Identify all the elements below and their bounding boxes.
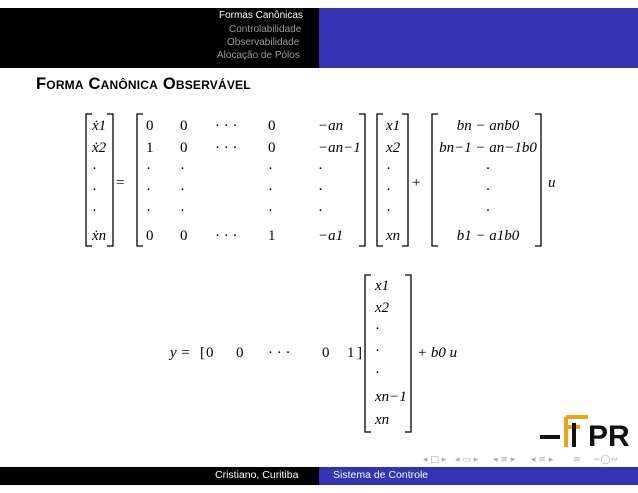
a-matrix-entry: −an: [318, 118, 344, 134]
a-matrix-entry: ·: [146, 161, 151, 177]
b-vector-entry: bn−1 − an−1b0: [439, 140, 537, 156]
a-matrix-entry: 0: [180, 118, 188, 134]
b-vector-entry: ·: [485, 182, 491, 198]
a-matrix-entry: 0: [268, 140, 276, 156]
c-row-entry: 1: [347, 345, 355, 361]
nav-subsection-observabilidade[interactable]: Observabilidade: [227, 37, 300, 48]
a-matrix-entry: ·: [180, 161, 185, 177]
output-x-entry: ·: [375, 343, 380, 359]
a-matrix-entry: ·: [146, 203, 151, 219]
b-vector-entry: b1 − a1b0: [456, 228, 520, 244]
c-row-entry: · · ·: [268, 345, 291, 361]
a-matrix-entry: −an−1: [318, 140, 361, 156]
a-matrix-left-bracket: [137, 114, 143, 246]
x-vector-entry: ·: [386, 203, 391, 219]
lhs-entry: ·: [92, 182, 97, 198]
b-vector-entry: bn − anb0: [456, 118, 520, 134]
x-vector-entry: ·: [386, 161, 391, 177]
a-matrix-entry: 1: [268, 228, 276, 244]
a-matrix-entry: ·: [268, 203, 273, 219]
a-matrix-entry: ·: [318, 203, 323, 219]
nav-section-formas-canonicas[interactable]: Formas Canônicas: [219, 10, 303, 21]
output-x-entry: ·: [375, 321, 380, 337]
a-matrix-entry: ·: [268, 161, 273, 177]
nav-align-icon: ≡: [573, 455, 581, 465]
nav-subsection-controlabilidade[interactable]: Controlabilidade: [229, 24, 302, 35]
footer-title: Sistema de Controle: [333, 469, 429, 481]
a-matrix-entry: · · ·: [215, 140, 238, 156]
lhs-entry: ẋ1: [92, 118, 107, 134]
b-vector-entry: ·: [485, 161, 491, 177]
input-u: u: [548, 175, 556, 191]
x-vector-entry: xn: [386, 228, 401, 244]
output-x-entry: xn: [375, 412, 390, 428]
equals-sign: =: [116, 175, 125, 191]
state-space-equations: [86, 114, 556, 432]
a-matrix-entry: · · ·: [215, 118, 238, 134]
a-matrix-entry: ·: [268, 182, 273, 198]
utfpr-logo: [536, 413, 636, 453]
nav-subsection-alocacao-de-polos[interactable]: Alocação de Pólos: [217, 50, 300, 61]
a-matrix-entry: ·: [180, 203, 185, 219]
a-matrix-entry: −a1: [318, 228, 344, 244]
a-matrix-entry: · · ·: [215, 228, 238, 244]
lhs-entry: ẋn: [92, 228, 107, 244]
x-vector-entry: ·: [386, 182, 391, 198]
a-matrix-entry: 0: [180, 228, 188, 244]
footer-author: Cristiano, Curitiba: [215, 469, 299, 481]
c-left-bracket: [: [200, 345, 205, 361]
output-x-entry: ·: [375, 365, 380, 381]
x-vector-left-bracket: [377, 114, 383, 246]
a-matrix-entry: ·: [180, 182, 185, 198]
lhs-entry: ·: [92, 161, 97, 177]
lhs-right-bracket: [107, 114, 113, 246]
lhs-entry: ·: [92, 203, 97, 219]
lhs-entry: ẋ2: [92, 140, 107, 156]
a-matrix-right-bracket: [359, 114, 365, 246]
slide-title: Forma Canônica Observável: [36, 75, 251, 93]
c-row-entry: 0: [206, 345, 214, 361]
x-vector-right-bracket: [402, 114, 408, 246]
output-x-entry: x2: [375, 300, 390, 316]
nav-section-icon: ◂ ≡ ▸: [493, 455, 516, 465]
b-vector-right-bracket: [535, 114, 541, 246]
c-row-entry: 0: [236, 345, 244, 361]
nav-search-icon: ∽◯∾: [593, 455, 619, 465]
b-vector-left-bracket: [432, 114, 438, 246]
a-matrix-entry: ·: [318, 161, 323, 177]
b-vector-entry: ·: [485, 203, 491, 219]
output-x-entry: xn−1: [375, 389, 407, 405]
beamer-navigation-symbols: [423, 452, 633, 466]
c-row-entry: 0: [322, 345, 330, 361]
output-x-left-bracket: [365, 275, 371, 432]
a-matrix-entry: 1: [146, 140, 154, 156]
nav-subsection-icon: ◂ ≡ ▸: [531, 455, 554, 465]
output-x-entry: x1: [375, 278, 390, 294]
output-x-right-bracket: [405, 275, 411, 432]
plus-sign: +: [412, 175, 421, 191]
x-vector-entry: x1: [386, 118, 401, 134]
a-matrix-entry: ·: [318, 182, 323, 198]
nav-frame-icon: ◂ □ ▸: [423, 455, 447, 465]
a-matrix-entry: 0: [180, 140, 188, 156]
output-feedthrough: + b0 u: [417, 345, 458, 361]
a-matrix-entry: 0: [146, 228, 154, 244]
a-matrix-entry: ·: [146, 182, 151, 198]
c-right-bracket: ]: [357, 345, 362, 361]
a-matrix-entry: 0: [146, 118, 154, 134]
output-lhs: y =: [170, 345, 191, 361]
x-vector-entry: x2: [386, 140, 401, 156]
a-matrix-entry: 0: [268, 118, 276, 134]
logo-text: PR: [588, 420, 630, 453]
nav-slide-icon: ◂ ▭ ▸: [455, 455, 479, 465]
